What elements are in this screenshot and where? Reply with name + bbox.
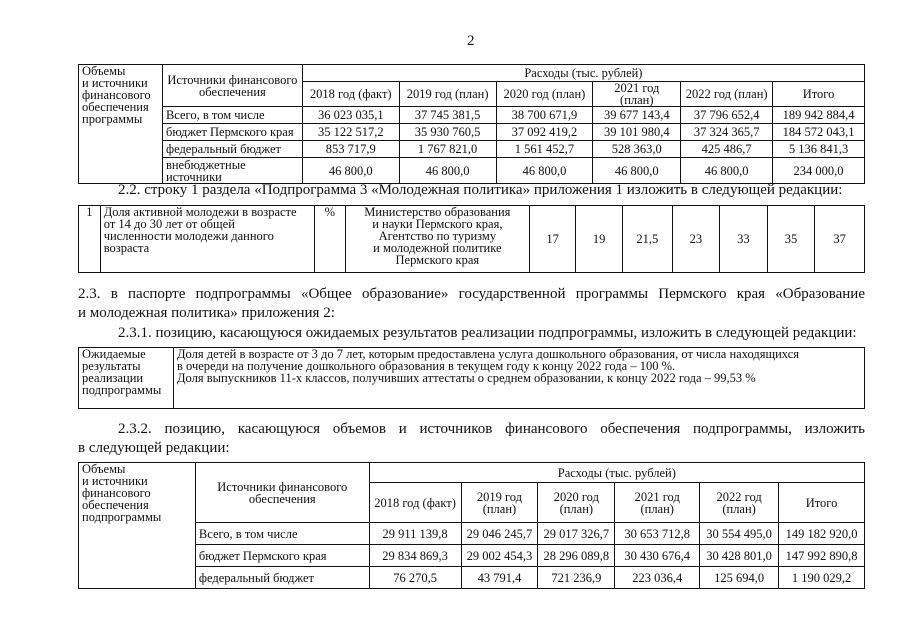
cell-value: 37 745 381,5 — [399, 107, 496, 124]
cell-value: 5 136 841,3 — [773, 141, 865, 158]
table-row — [79, 141, 865, 158]
expenses-header: Расходы (тыс. рублей) — [369, 463, 864, 483]
total-header: Итого — [779, 483, 865, 523]
cell-value: 35 122 517,2 — [302, 124, 399, 141]
cell-value: 29 017 326,7 — [538, 523, 615, 545]
table-row — [79, 124, 865, 141]
cell-value: 35 930 760,5 — [399, 124, 496, 141]
year-header: 2020 год (план) — [538, 483, 615, 523]
cell-value: 149 182 920,0 — [779, 523, 865, 545]
expenses-header: Расходы (тыс. рублей) — [302, 65, 864, 82]
cell-value: 28 296 089,8 — [538, 545, 615, 567]
cell-value: 37 796 652,4 — [681, 107, 773, 124]
paragraph-2-3-line2: и молодежная политика» приложения 2: — [78, 305, 335, 321]
cell-value: 46 800,0 — [302, 158, 399, 184]
cell-value: 853 717,9 — [302, 141, 399, 158]
table-row — [79, 206, 865, 273]
cell-value: 29 911 139,8 — [369, 523, 461, 545]
cell-value: 425 486,7 — [681, 141, 773, 158]
cell-value: 37 324 365,7 — [681, 124, 773, 141]
indicator-value: 23 — [672, 206, 720, 273]
cell-value: 528 363,0 — [593, 141, 681, 158]
row-label: бюджет Пермского края — [162, 124, 302, 141]
cell-value: 30 428 801,0 — [700, 545, 779, 567]
cell-value: 43 791,4 — [461, 567, 538, 589]
cell-value: 30 554 495,0 — [700, 523, 779, 545]
table-row — [79, 523, 865, 545]
year-header: 2022 год (план) — [700, 483, 779, 523]
responsible-executor: Министерство образования и науки Пермского края, Агентство по туризму и молодежной политике Пермского края — [345, 206, 529, 273]
cell-value: 30 653 712,8 — [615, 523, 700, 545]
paragraph-2-3-line1: 2.3. в паспорте подпрограммы «Общее образование» государственной программы Пермского края «Образование — [78, 286, 865, 302]
cell-value: 39 677 143,4 — [593, 107, 681, 124]
indicator-value: 19 — [576, 206, 623, 273]
year-header: 2018 год (факт) — [369, 483, 461, 523]
cell-value: 38 700 671,9 — [496, 107, 593, 124]
subprogram-funding-table — [78, 462, 865, 589]
row-label: внебюджетные источники — [162, 158, 302, 184]
indicator-name: Доля активной молодежи в возрасте от 14 до 30 лет от общей численности молодежи данного возраста — [100, 206, 314, 273]
sources-header: Источники финансового обеспечения — [162, 65, 302, 107]
year-header: 2019 год (план) — [461, 483, 538, 523]
cell-value: 234 000,0 — [773, 158, 865, 184]
year-header: 2022 год (план) — [681, 82, 773, 107]
row-label: федеральный бюджет — [162, 141, 302, 158]
indicator-value: 35 — [767, 206, 815, 273]
cell-value: 46 800,0 — [593, 158, 681, 184]
expected-results-text: Доля детей в возрасте от 3 до 7 лет, которым предоставлена услуга дошкольного образования, от числа находящихся в очереди на получение дошкольного образования в текущем году к концу 2022 года – 100 %. Доля выпускников 11-х классов, получивших аттестаты о среднем образовании, к концу 2022 года – 99,53 % — [173, 348, 864, 409]
cell-value: 1 767 821,0 — [399, 141, 496, 158]
year-header: 2020 год (план) — [496, 82, 593, 107]
unit: % — [314, 206, 345, 273]
cell-value: 46 800,0 — [399, 158, 496, 184]
youth-indicator-table — [78, 205, 865, 273]
year-header: 2021 год (план) — [593, 82, 681, 107]
row-label: Всего, в том числе — [195, 523, 369, 545]
page-number: 2 — [467, 33, 475, 49]
cell-value: 29 834 869,3 — [369, 545, 461, 567]
cell-value: 37 092 419,2 — [496, 124, 593, 141]
paragraph-2-3-1: 2.3.1. позицию, касающуюся ожидаемых результатов реализации подпрограммы, изложить в следующей редакции: — [118, 325, 857, 341]
row-number: 1 — [79, 206, 101, 273]
cell-value: 125 694,0 — [700, 567, 779, 589]
cell-value: 30 430 676,4 — [615, 545, 700, 567]
year-header: 2018 год (факт) — [302, 82, 399, 107]
program-funding-table — [78, 64, 865, 184]
program-funding-label: Объемы и источники финансового обеспечения программы — [79, 65, 163, 184]
cell-value: 1 561 452,7 — [496, 141, 593, 158]
cell-value: 147 992 890,8 — [779, 545, 865, 567]
cell-value: 39 101 980,4 — [593, 124, 681, 141]
indicator-value: 37 — [815, 206, 865, 273]
paragraph-2-3-2-line1: 2.3.2. позицию, касающуюся объемов и источников финансового обеспечения подпрограммы, изложить — [118, 421, 865, 437]
indicator-value: 17 — [529, 206, 576, 273]
row-label: Всего, в том числе — [162, 107, 302, 124]
table-row — [79, 567, 865, 589]
year-header: 2021 год (план) — [615, 483, 700, 523]
cell-value: 29 002 454,3 — [461, 545, 538, 567]
subprogram-funding-label: Объемы и источники финансового обеспечения подпрограммы — [79, 463, 196, 589]
row-label: бюджет Пермского края — [195, 545, 369, 567]
paragraph-2-3-2-line2: в следующей редакции: — [78, 440, 230, 456]
cell-value: 46 800,0 — [681, 158, 773, 184]
table-row — [79, 348, 865, 409]
expected-results-label: Ожидаемые результаты реализации подпрограммы — [79, 348, 174, 409]
cell-value: 36 023 035,1 — [302, 107, 399, 124]
cell-value: 29 046 245,7 — [461, 523, 538, 545]
cell-value: 184 572 043,1 — [773, 124, 865, 141]
expected-results-table — [78, 347, 865, 409]
cell-value: 46 800,0 — [496, 158, 593, 184]
table-row — [79, 158, 865, 184]
indicator-value: 21,5 — [622, 206, 672, 273]
cell-value: 189 942 884,4 — [773, 107, 865, 124]
cell-value: 223 036,4 — [615, 567, 700, 589]
sources-header: Источники финансового обеспечения — [195, 463, 369, 523]
paragraph-2-2: 2.2. строку 1 раздела «Подпрограмма 3 «Молодежная политика» приложения 1 изложить в следующей редакции: — [118, 182, 843, 198]
table-row — [79, 107, 865, 124]
total-header: Итого — [773, 82, 865, 107]
indicator-value: 33 — [720, 206, 768, 273]
cell-value: 76 270,5 — [369, 567, 461, 589]
table-row — [79, 545, 865, 567]
cell-value: 1 190 029,2 — [779, 567, 865, 589]
cell-value: 721 236,9 — [538, 567, 615, 589]
row-label: федеральный бюджет — [195, 567, 369, 589]
year-header: 2019 год (план) — [399, 82, 496, 107]
